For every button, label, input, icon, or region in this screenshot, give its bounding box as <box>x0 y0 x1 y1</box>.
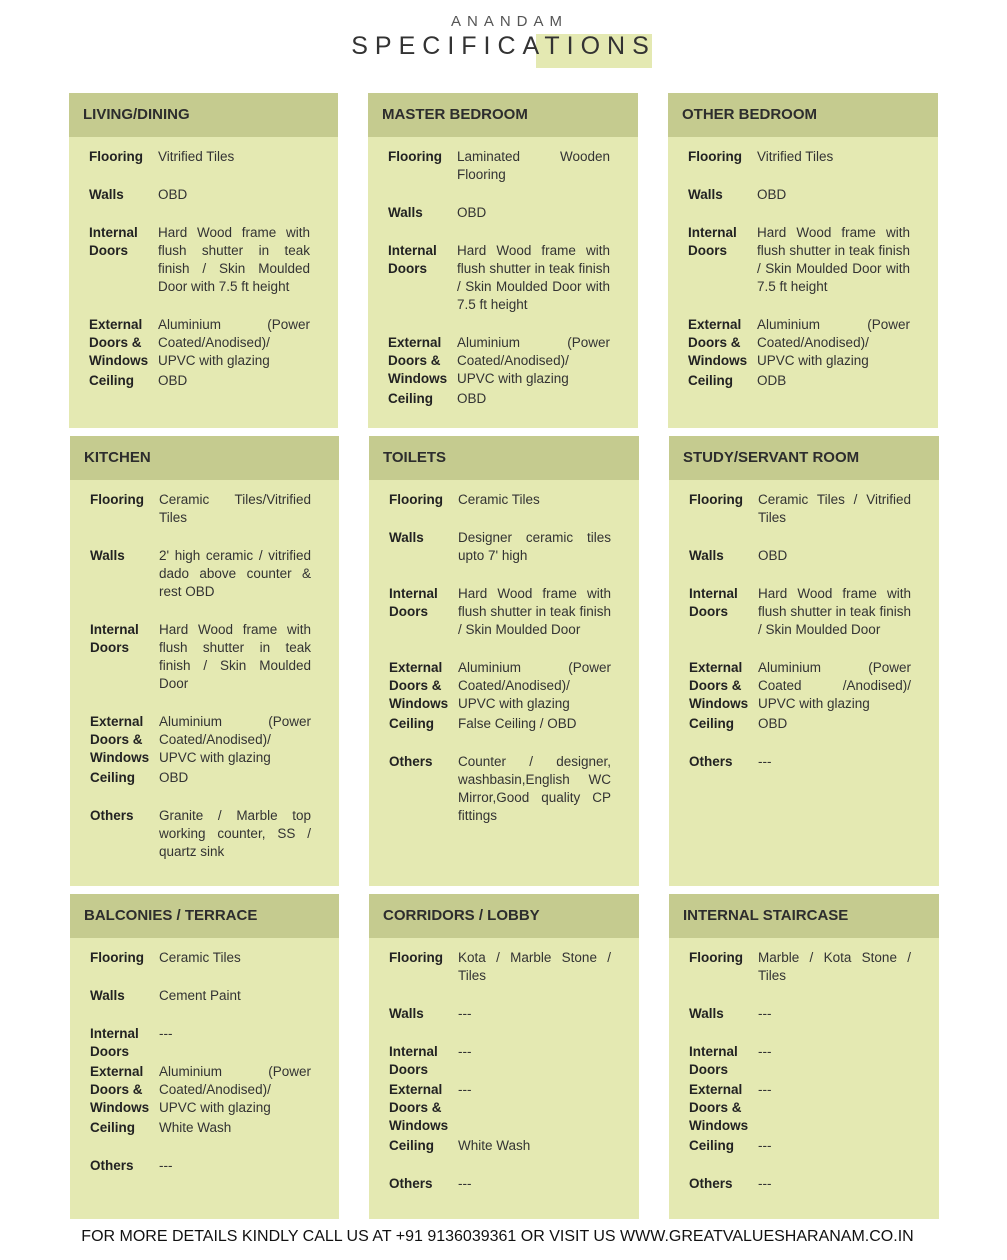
spec-label: External Doors & Windows <box>688 317 748 368</box>
spec-row-ceiling <box>389 1137 611 1155</box>
spec-row-internal-doors <box>389 585 611 639</box>
spec-value: --- <box>758 1082 772 1097</box>
spec-label: External Doors & Windows <box>389 660 449 711</box>
spec-value: Cement Paint <box>159 988 241 1003</box>
spec-label: Ceiling <box>389 1138 435 1153</box>
spec-value: Ceramic Tiles <box>159 950 241 965</box>
card-title: MASTER BEDROOM <box>368 93 638 137</box>
card-kitchen <box>70 436 339 886</box>
brand-name: ANANDAM <box>450 13 568 30</box>
spec-label: Ceiling <box>688 373 734 388</box>
spec-row-external-doors <box>389 1081 611 1135</box>
spec-value: Granite / Marble top working counter, SS / quartz sink <box>159 808 311 859</box>
spec-label: Ceiling <box>689 1138 735 1153</box>
spec-value: OBD <box>159 770 189 785</box>
spec-label: Ceiling <box>389 716 435 731</box>
spec-label: Internal Doors <box>389 1044 438 1077</box>
spec-value: Aluminium (Power Coated/Anodised)/ UPVC with glazing <box>458 660 611 711</box>
spec-value: --- <box>458 1176 472 1191</box>
spec-value: White Wash <box>458 1138 531 1153</box>
spec-value: OBD <box>757 187 787 202</box>
spec-row-walls <box>688 186 910 204</box>
spec-row-ceiling <box>688 372 910 390</box>
spec-row-flooring <box>388 148 610 184</box>
spec-value: --- <box>758 1006 772 1021</box>
spec-label: Walls <box>389 1006 424 1021</box>
spec-value: Hard Wood frame with flush shutter in teak finish / Skin Moulded Door <box>458 586 611 637</box>
card-study-servant-room <box>669 436 939 886</box>
spec-label: Internal Doors <box>689 1044 738 1077</box>
spec-row-internal-doors <box>89 224 310 296</box>
spec-label: Walls <box>689 1006 724 1021</box>
spec-value: OBD <box>758 716 788 731</box>
spec-label: Internal Doors <box>90 622 139 655</box>
card-living-dining <box>69 93 338 428</box>
spec-row-external-doors <box>90 1063 311 1117</box>
spec-label: Others <box>90 1158 134 1173</box>
spec-row-ceiling <box>90 1119 311 1137</box>
spec-row-internal-doors <box>688 224 910 296</box>
spec-row-flooring <box>688 148 910 166</box>
card-title: LIVING/DINING <box>69 93 338 137</box>
spec-label: Walls <box>90 548 125 563</box>
spec-value: Aluminium (Power Coated/Anodised)/ UPVC with glazing <box>158 317 310 368</box>
spec-value: Aluminium (Power Coated/Anodised)/ UPVC with glazing <box>159 714 311 765</box>
spec-row-walls <box>90 987 311 1005</box>
spec-label: External Doors & Windows <box>689 660 749 711</box>
spec-row-flooring <box>90 491 311 527</box>
spec-value: --- <box>458 1044 472 1059</box>
spec-label: Flooring <box>89 149 143 164</box>
card-title: STUDY/SERVANT ROOM <box>669 436 939 480</box>
spec-label: External Doors & Windows <box>89 317 149 368</box>
spec-row-external-doors <box>90 713 311 767</box>
card-title: KITCHEN <box>70 436 339 480</box>
card-balconies-terrace <box>70 894 339 1219</box>
spec-rows <box>70 480 339 861</box>
spec-rows <box>369 938 639 1193</box>
spec-row-flooring <box>90 949 311 967</box>
spec-value: --- <box>758 754 772 769</box>
spec-value: Vitrified Tiles <box>757 149 834 164</box>
spec-row-ceiling <box>89 372 310 390</box>
spec-label: External Doors & Windows <box>90 714 150 765</box>
spec-value: Counter / designer, washbasin,English WC Mirror,Good quality CP fittings <box>458 754 611 823</box>
spec-label: Walls <box>389 530 424 545</box>
spec-label: Flooring <box>388 149 442 164</box>
spec-row-walls <box>89 186 310 204</box>
spec-row-ceiling <box>388 390 610 408</box>
spec-label: Ceiling <box>90 1120 136 1135</box>
spec-value: 2' high ceramic / vitrified dado above counter & rest OBD <box>159 548 311 599</box>
card-master-bedroom <box>368 93 638 428</box>
spec-label: Ceiling <box>689 716 735 731</box>
spec-label: Internal Doors <box>689 586 738 619</box>
spec-label: Ceiling <box>89 373 135 388</box>
spec-value: --- <box>159 1026 173 1041</box>
spec-row-ceiling <box>689 1137 911 1155</box>
spec-value: Aluminium (Power Coated/Anodised)/ UPVC with glazing <box>159 1064 311 1115</box>
spec-value: Hard Wood frame with flush shutter in teak finish / Skin Moulded Door with 7.5 ft height <box>457 243 610 312</box>
spec-row-external-doors <box>689 659 911 713</box>
spec-label: Internal Doors <box>388 243 437 276</box>
spec-label: Others <box>689 1176 733 1191</box>
spec-rows <box>69 137 338 390</box>
spec-label: Walls <box>688 187 723 202</box>
spec-row-others <box>90 807 311 861</box>
spec-label: Others <box>689 754 733 769</box>
spec-value: Hard Wood frame with flush shutter in teak finish / Skin Moulded Door with 7.5 ft height <box>757 225 910 294</box>
spec-value: OBD <box>158 187 188 202</box>
spec-row-internal-doors <box>388 242 610 314</box>
spec-row-internal-doors <box>90 1025 311 1061</box>
spec-value: Laminated Wooden Flooring <box>457 149 610 182</box>
spec-value: False Ceiling / OBD <box>458 716 577 731</box>
spec-value: --- <box>758 1044 772 1059</box>
spec-value: Hard Wood frame with flush shutter in teak finish / Skin Moulded Door <box>758 586 911 637</box>
spec-label: Others <box>90 808 134 823</box>
spec-row-walls <box>388 204 610 222</box>
spec-row-walls <box>389 529 611 565</box>
spec-row-ceiling <box>389 715 611 733</box>
spec-label: Walls <box>89 187 124 202</box>
spec-rows <box>669 938 939 1193</box>
spec-row-ceiling <box>689 715 911 733</box>
spec-label: Walls <box>90 988 125 1003</box>
spec-rows <box>369 480 639 825</box>
spec-value: --- <box>758 1176 772 1191</box>
spec-label: Flooring <box>689 950 743 965</box>
spec-row-flooring <box>89 148 310 166</box>
spec-row-internal-doors <box>389 1043 611 1079</box>
spec-value: OBD <box>457 205 487 220</box>
card-other-bedroom <box>668 93 938 428</box>
spec-row-others <box>90 1157 311 1175</box>
spec-value: OBD <box>758 548 788 563</box>
card-internal-staircase <box>669 894 939 1219</box>
spec-label: Ceiling <box>90 770 136 785</box>
spec-label: Walls <box>388 205 423 220</box>
page-header <box>0 12 1007 60</box>
spec-value: --- <box>458 1082 472 1097</box>
spec-row-others <box>689 753 911 771</box>
spec-value: --- <box>458 1006 472 1021</box>
card-title: CORRIDORS / LOBBY <box>369 894 639 938</box>
spec-rows <box>70 938 339 1175</box>
spec-value: ODB <box>757 373 787 388</box>
spec-row-walls <box>689 1005 911 1023</box>
spec-rows <box>668 137 938 390</box>
card-corridors-lobby <box>369 894 639 1219</box>
spec-row-others <box>389 1175 611 1193</box>
spec-rows <box>669 480 939 771</box>
spec-value: Ceramic Tiles/Vitrified Tiles <box>159 492 311 525</box>
spec-row-walls <box>90 547 311 601</box>
spec-label: Others <box>389 1176 433 1191</box>
spec-row-flooring <box>389 949 611 985</box>
spec-row-external-doors <box>388 334 610 388</box>
spec-row-ceiling <box>90 769 311 787</box>
spec-label: Internal Doors <box>90 1026 139 1059</box>
spec-row-internal-doors <box>689 1043 911 1079</box>
spec-label: External Doors & Windows <box>388 335 448 386</box>
spec-value: --- <box>159 1158 173 1173</box>
spec-label: Internal Doors <box>89 225 138 258</box>
spec-label: Flooring <box>688 149 742 164</box>
spec-value: Aluminium (Power Coated /Anodised)/ UPVC with glazing <box>758 660 911 711</box>
spec-value: White Wash <box>159 1120 232 1135</box>
spec-label: Flooring <box>389 492 443 507</box>
spec-row-walls <box>689 547 911 565</box>
title-wrap <box>351 32 656 60</box>
spec-row-external-doors <box>689 1081 911 1135</box>
spec-value: Aluminium (Power Coated/Anodised)/ UPVC with glazing <box>457 335 610 386</box>
contact-footer: FOR MORE DETAILS KINDLY CALL US AT +91 9136039361 OR VISIT US WWW.GREATVALUESHARANAM.CO.IN <box>81 1228 914 1245</box>
spec-value: Vitrified Tiles <box>158 149 235 164</box>
spec-value: Ceramic Tiles <box>458 492 540 507</box>
spec-label: Flooring <box>90 950 144 965</box>
page-title: SPECIFICATIONS <box>351 32 656 60</box>
spec-row-internal-doors <box>689 585 911 639</box>
spec-label: External Doors & Windows <box>389 1082 449 1133</box>
spec-label: Ceiling <box>388 391 434 406</box>
spec-label: Internal Doors <box>688 225 737 258</box>
spec-value: Kota / Marble Stone / Tiles <box>458 950 611 983</box>
spec-row-flooring <box>689 949 911 985</box>
spec-label: Flooring <box>90 492 144 507</box>
spec-rows <box>368 137 638 408</box>
card-title: TOILETS <box>369 436 639 480</box>
spec-row-walls <box>389 1005 611 1023</box>
spec-row-external-doors <box>89 316 310 370</box>
spec-row-flooring <box>389 491 611 509</box>
spec-row-flooring <box>689 491 911 527</box>
spec-label: External Doors & Windows <box>689 1082 749 1133</box>
spec-value: --- <box>758 1138 772 1153</box>
spec-value: Ceramic Tiles / Vitrified Tiles <box>758 492 911 525</box>
card-title: BALCONIES / TERRACE <box>70 894 339 938</box>
spec-value: Designer ceramic tiles upto 7' high <box>458 530 611 563</box>
spec-value: Aluminium (Power Coated/Anodised)/ UPVC with glazing <box>757 317 910 368</box>
spec-row-others <box>389 753 611 825</box>
spec-row-external-doors <box>389 659 611 713</box>
spec-value: OBD <box>457 391 487 406</box>
spec-label: Flooring <box>689 492 743 507</box>
spec-label: Others <box>389 754 433 769</box>
spec-row-external-doors <box>688 316 910 370</box>
spec-value: Marble / Kota Stone / Tiles <box>758 950 911 983</box>
spec-label: Flooring <box>389 950 443 965</box>
card-toilets <box>369 436 639 886</box>
spec-row-internal-doors <box>90 621 311 693</box>
spec-value: Hard Wood frame with flush shutter in teak finish / Skin Moulded Door <box>159 622 311 691</box>
spec-label: Internal Doors <box>389 586 438 619</box>
spec-label: Walls <box>689 548 724 563</box>
spec-row-others <box>689 1175 911 1193</box>
spec-value: OBD <box>158 373 188 388</box>
spec-label: External Doors & Windows <box>90 1064 150 1115</box>
card-title: INTERNAL STAIRCASE <box>669 894 939 938</box>
card-title: OTHER BEDROOM <box>668 93 938 137</box>
spec-value: Hard Wood frame with flush shutter in teak finish / Skin Moulded Door with 7.5 ft height <box>158 225 310 294</box>
